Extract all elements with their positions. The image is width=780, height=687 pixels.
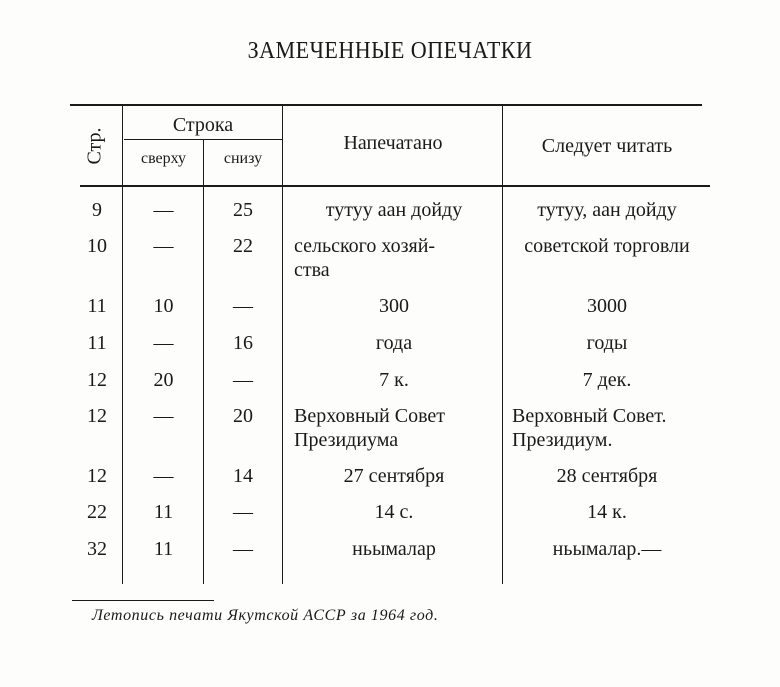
cell-top: 20 — [153, 369, 174, 391]
cell-top: — — [153, 332, 174, 354]
cell-printed: ньымалар — [352, 538, 436, 560]
cell-correct: 7 дек. — [582, 369, 632, 391]
cell-bottom: 22 — [233, 235, 253, 257]
cell-bottom: 16 — [233, 332, 253, 354]
cell-top: — — [153, 199, 174, 221]
cell-correct: 28 сентября — [556, 465, 658, 487]
cell-top: 11 — [153, 538, 174, 560]
footer-source: Летопись печати Якутской АССР за 1964 год. — [92, 607, 439, 624]
cell-page: 12 — [87, 465, 107, 487]
cell-printed: года — [375, 332, 413, 354]
cell-top: — — [153, 465, 174, 487]
cell-page: 11 — [87, 295, 107, 317]
header-from-bottom: снизу — [223, 150, 263, 167]
divider-page — [122, 106, 123, 584]
divider-printed — [502, 106, 503, 584]
cell-printed-line: сельского хозяй- — [294, 235, 436, 257]
cell-bottom: — — [233, 369, 253, 391]
cell-correct-line: Президиум. — [512, 429, 613, 451]
cell-page: 11 — [87, 332, 107, 354]
cell-correct: советской торговли — [524, 235, 690, 257]
cell-page: 9 — [92, 199, 102, 221]
page-title: ЗАМЕЧЕННЫЕ ОПЕЧАТКИ — [247, 38, 533, 64]
cell-printed-line: Верховный Совет — [294, 405, 446, 427]
cell-top: — — [153, 405, 174, 427]
cell-correct: тутуу, аан дойду — [537, 199, 677, 221]
cell-printed-line: Президиума — [294, 429, 399, 451]
cell-page: 12 — [87, 369, 107, 391]
cell-page: 22 — [87, 501, 107, 523]
cell-page: 32 — [87, 538, 107, 560]
cell-printed-line: ства — [294, 259, 330, 281]
cell-correct: 14 к. — [587, 501, 627, 523]
table-top-rule — [70, 104, 702, 106]
cell-bottom: 14 — [233, 465, 253, 487]
header-should-read: Следует читать — [541, 135, 673, 157]
header-bottom-rule — [80, 185, 710, 187]
cell-printed: 7 к. — [379, 369, 409, 391]
cell-correct: годы — [586, 332, 628, 354]
header-line: Строка — [172, 114, 234, 136]
cell-bottom: — — [233, 501, 253, 523]
cell-page: 12 — [87, 405, 107, 427]
cell-page: 10 — [87, 235, 107, 257]
cell-bottom: 25 — [233, 199, 253, 221]
cell-correct: 3000 — [587, 295, 627, 317]
header-from-top: сверху — [140, 150, 187, 167]
cell-printed: 14 с. — [374, 501, 414, 523]
cell-printed: тутуу аан дойду — [325, 199, 463, 221]
header-printed: Напечатано — [343, 132, 443, 154]
cell-correct: ньымалар.— — [552, 538, 662, 560]
footnote-rule — [72, 600, 214, 601]
cell-bottom: — — [233, 538, 253, 560]
cell-printed: 300 — [379, 295, 409, 317]
cell-printed: 27 сентября — [343, 465, 445, 487]
cell-top: — — [153, 235, 174, 257]
cell-correct-line: Верховный Совет. — [512, 405, 667, 427]
header-page: Стр. — [83, 127, 106, 165]
cell-bottom: 20 — [233, 405, 253, 427]
divider-line — [282, 106, 283, 584]
cell-bottom: — — [233, 295, 253, 317]
cell-top: 10 — [153, 295, 174, 317]
cell-top: 11 — [153, 501, 174, 523]
